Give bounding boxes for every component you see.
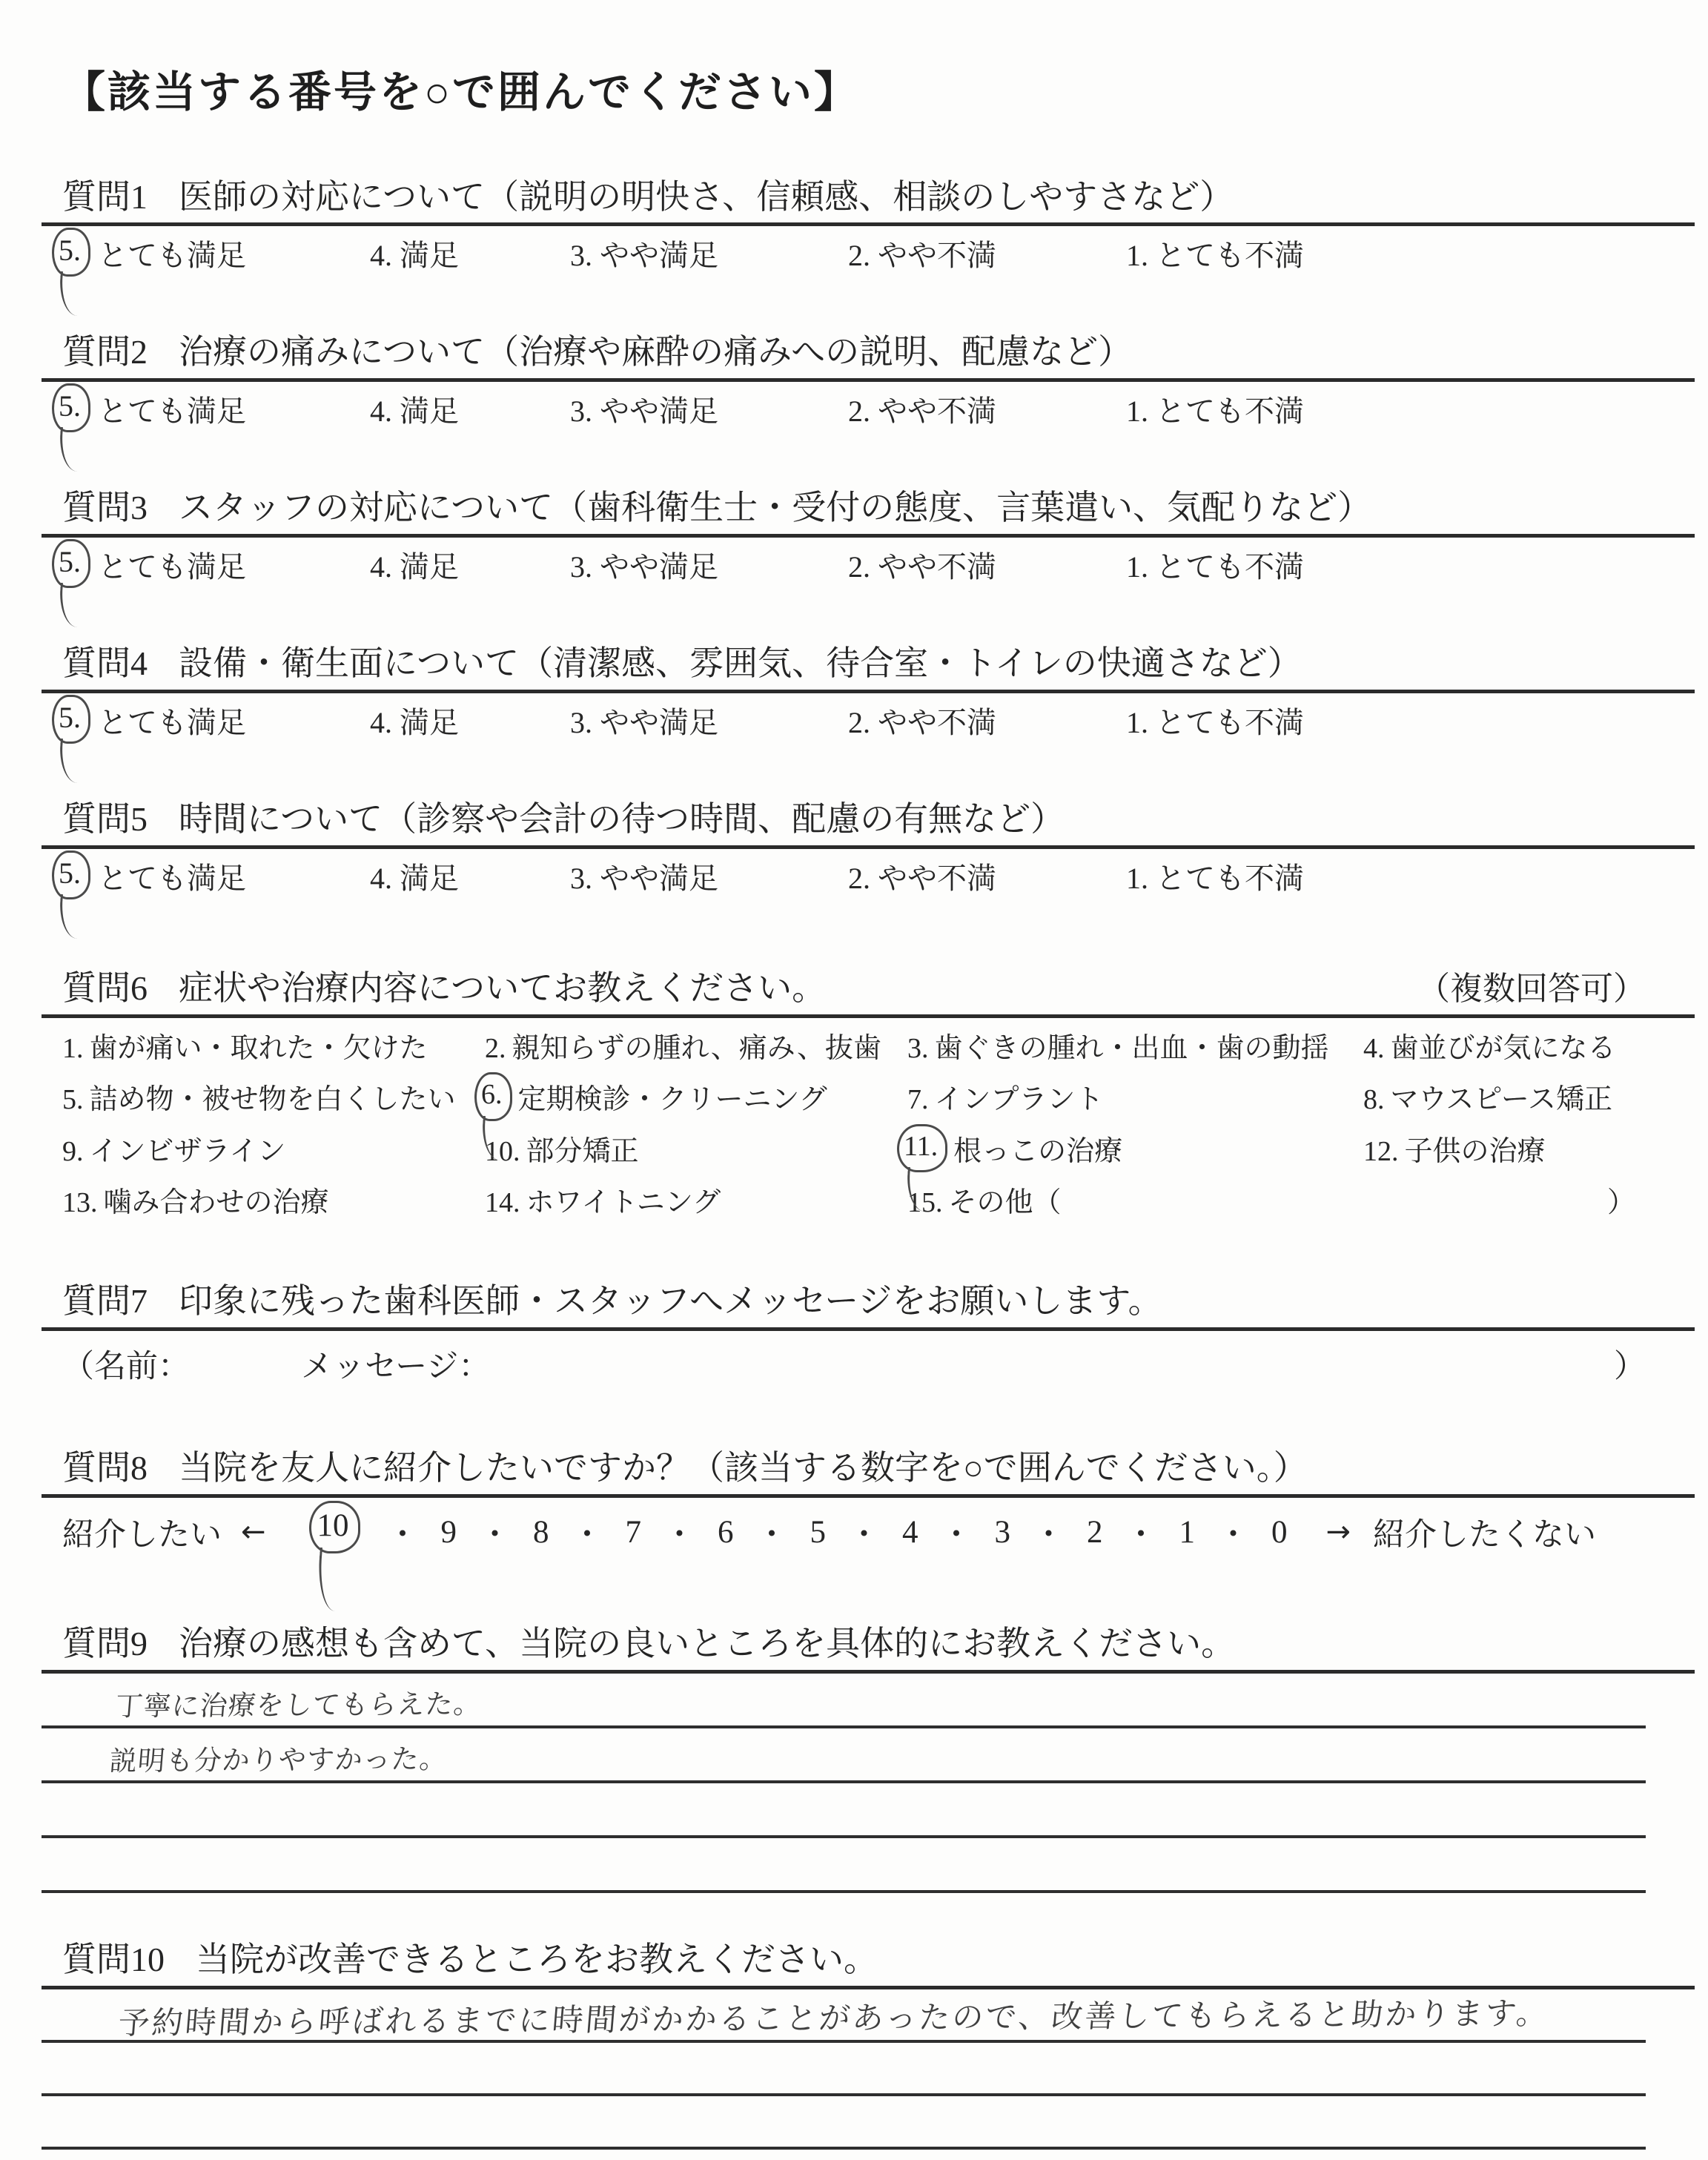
scale-right-label: 紹介したくない [1373, 1517, 1597, 1553]
recommend-scale-row [62, 1498, 1646, 1555]
option-label: やや満足 [600, 862, 718, 896]
option-number: 1. [1126, 706, 1148, 740]
option-label: とても不満 [1156, 862, 1304, 896]
selection-circle [474, 1072, 512, 1121]
question-label: 質問3 [62, 489, 148, 527]
rating-options-row [59, 226, 1646, 274]
scale-separator: ・ [755, 1517, 788, 1553]
question-text: 設備・衛生面について（清潔感、雰囲気、待合室・トイレの快適さなど） [179, 644, 1302, 683]
option-label: 満足 [400, 550, 459, 584]
option-number: 4. [370, 550, 392, 584]
option-label: インプラント [934, 1084, 1104, 1116]
answer-line [42, 1783, 1646, 1838]
symptom-option-4 [1363, 1031, 1646, 1067]
option-number: 13. [62, 1187, 98, 1219]
answer-line [42, 1838, 1646, 1893]
right-arrow-icon: → [1325, 1515, 1351, 1550]
rating-option-3 [570, 861, 848, 896]
option-label: 根っこの治療 [953, 1135, 1123, 1167]
question-text: 当院を友人に紹介したいですか？（該当する数字を○で囲んでください。） [179, 1448, 1308, 1487]
option-number: 2. [848, 239, 870, 273]
symptom-option-10 [485, 1135, 907, 1170]
scale-number-3: 3 [994, 1514, 1011, 1550]
option-label: とても不満 [1156, 706, 1304, 740]
question-label: 質問6 [62, 969, 148, 1008]
rating-option-4 [370, 238, 570, 274]
option-number: 1. [1126, 239, 1148, 273]
page-title: 【該当する番号を○で囲んでください】 [62, 68, 860, 116]
option-number: 10. [485, 1135, 520, 1167]
scale-number-7: 7 [625, 1514, 642, 1550]
option-number: 2. [848, 862, 870, 896]
rating-option-4 [370, 549, 570, 585]
option-label: 歯ぐきの腫れ・出血・歯の動揺 [934, 1032, 1329, 1064]
question-2-heading [62, 333, 1646, 372]
rating-option-5 [59, 389, 370, 429]
option-number: 4. [370, 862, 392, 896]
scale-number-4: 4 [902, 1514, 918, 1550]
handwritten-answer: 丁寧に治療をしてもらえた。 [113, 1687, 483, 1723]
option-number: 2. [848, 550, 870, 584]
option-number: 5. [62, 1084, 84, 1116]
name-field-label: （名前： [62, 1349, 190, 1384]
scale-number-0: 0 [1271, 1514, 1288, 1550]
rating-options-row [59, 382, 1646, 429]
answer-line [42, 1674, 1646, 1728]
symptom-option-13 [62, 1186, 485, 1221]
question-5-heading [62, 800, 1646, 839]
multiple-answers-note: （複数回答可） [1417, 971, 1646, 1008]
scale-separator: ・ [571, 1517, 603, 1553]
option-label: 歯並びが気になる [1390, 1032, 1616, 1064]
rating-option-1 [1126, 238, 1304, 274]
selection-circle [52, 695, 90, 744]
question-9-heading [62, 1625, 1646, 1664]
option-label: とても満足 [98, 239, 246, 273]
question-10 [62, 1941, 1646, 2160]
question-text: 治療の感想も含めて、当院の良いところを具体的にお教えください。 [179, 1624, 1236, 1662]
scale-number-8: 8 [533, 1514, 549, 1550]
symptom-option-11 [904, 1130, 1363, 1170]
option-label: 満足 [400, 706, 459, 740]
option-number: 4. [370, 239, 392, 273]
option-number: 14. [485, 1187, 520, 1219]
rating-option-3 [570, 394, 848, 429]
option-number: 2. [848, 706, 870, 740]
option-number: 7. [907, 1084, 929, 1116]
symptom-option-3 [907, 1031, 1363, 1067]
option-number: 15. [907, 1187, 943, 1219]
question-8 [62, 1449, 1646, 1555]
other-close-paren: ） [1606, 1187, 1635, 1219]
option-number: 5. [59, 701, 81, 735]
question-3 [59, 489, 1646, 585]
question-label: 質問2 [62, 333, 148, 371]
option-number: 1. [1126, 394, 1148, 429]
scale-number-6: 6 [718, 1514, 734, 1550]
rating-options-row [59, 693, 1646, 741]
scale-number-9: 9 [440, 1514, 457, 1550]
question-text: 当院が改善できるところをお教えください。 [196, 1940, 878, 1978]
question-text: 治療の痛みについて（治療や麻酔の痛みへの説明、配慮など） [179, 333, 1133, 371]
question-text: スタッフの対応について（歯科衛生士・受付の態度、言葉遣い、気配りなど） [179, 489, 1372, 527]
answer-line [42, 1728, 1646, 1783]
question-label: 質問8 [62, 1448, 148, 1487]
option-number: 3. [907, 1032, 929, 1064]
question-6 [62, 969, 1646, 1221]
option-label: やや不満 [878, 394, 996, 429]
option-number: 1. [1126, 550, 1148, 584]
scale-left-label: 紹介したい [62, 1517, 222, 1553]
option-label: 歯が痛い・取れた・欠けた [89, 1032, 428, 1064]
option-label: 噛み合わせの治療 [103, 1187, 329, 1219]
rating-option-3 [570, 705, 848, 741]
answer-line [42, 2150, 1646, 2160]
question-1-heading [62, 178, 1646, 217]
close-paren: ） [1614, 1349, 1646, 1384]
symptom-option-14 [485, 1186, 907, 1221]
question-label: 質問4 [62, 644, 148, 683]
scale-separator: ・ [1033, 1517, 1065, 1553]
rating-option-4 [370, 861, 570, 896]
option-label: やや不満 [878, 239, 996, 273]
question-4-heading [62, 644, 1646, 684]
rating-option-2 [848, 705, 1126, 741]
option-number: 5. [59, 389, 81, 423]
option-number: 4. [370, 706, 392, 740]
option-label: やや満足 [600, 706, 718, 740]
question-7-heading [62, 1282, 1646, 1321]
scale-number-10: 10 [317, 1507, 349, 1543]
rating-option-1 [1126, 394, 1304, 429]
option-number: 3. [570, 706, 592, 740]
option-number: 3. [570, 550, 592, 584]
question-label: 質問10 [62, 1940, 165, 1978]
question-1 [59, 177, 1646, 274]
question-3-heading [62, 489, 1646, 528]
option-label: マウスピース矯正 [1390, 1084, 1612, 1116]
rating-options-row [59, 849, 1646, 896]
selection-circle [309, 1501, 360, 1553]
option-label: やや満足 [600, 239, 718, 273]
option-label: インビザライン [89, 1135, 286, 1167]
rating-option-2 [848, 394, 1126, 429]
option-label: やや不満 [878, 706, 996, 740]
selection-circle [52, 228, 90, 277]
question-label: 質問9 [62, 1624, 148, 1662]
option-label: やや不満 [878, 862, 996, 896]
question-text: 印象に残った歯科医師・スタッフへメッセージをお願いします。 [179, 1281, 1162, 1320]
left-arrow-icon: ← [241, 1515, 266, 1550]
option-label: ホワイトニング [526, 1187, 721, 1219]
option-number: 3. [570, 862, 592, 896]
option-label: 部分矯正 [526, 1135, 639, 1167]
selection-circle [897, 1124, 947, 1173]
symptom-option-2 [485, 1031, 907, 1067]
option-label: とても満足 [98, 550, 246, 584]
question-label: 質問5 [62, 800, 148, 839]
option-number: 2. [485, 1032, 506, 1064]
rating-options-row [59, 538, 1646, 585]
option-label: 満足 [400, 239, 459, 273]
question-label: 質問1 [62, 177, 148, 216]
rating-option-3 [570, 238, 848, 274]
symptom-options-grid [62, 1018, 1646, 1221]
option-label: 定期検診・クリーニング [517, 1084, 827, 1116]
option-label: とても満足 [98, 706, 246, 740]
rating-option-5 [59, 856, 370, 896]
question-9 [62, 1625, 1646, 1893]
option-label: とても満足 [98, 394, 246, 429]
rating-option-2 [848, 238, 1126, 274]
rating-option-1 [1126, 549, 1304, 585]
question-label: 質問7 [62, 1281, 148, 1320]
rating-option-2 [848, 861, 1126, 896]
option-label: やや満足 [600, 394, 718, 429]
scale-separator: ・ [848, 1517, 881, 1553]
symptom-option-1 [62, 1031, 485, 1067]
symptom-option-7 [907, 1083, 1363, 1118]
option-number: 5. [59, 856, 81, 891]
option-label: やや満足 [600, 550, 718, 584]
symptom-option-15-other [907, 1186, 1363, 1221]
option-number: 3. [570, 239, 592, 273]
option-number: 1. [62, 1032, 84, 1064]
question-7 [62, 1282, 1646, 1387]
rating-option-5 [59, 545, 370, 585]
question-text: 時間について（診察や会計の待つ時間、配慮の有無など） [179, 800, 1065, 839]
symptom-option-9 [62, 1135, 485, 1170]
scale-separator: ・ [663, 1517, 696, 1553]
scale-separator: ・ [386, 1517, 419, 1553]
answer-line [42, 2043, 1646, 2096]
symptom-option-6 [481, 1079, 907, 1118]
scale-separator: ・ [1217, 1517, 1250, 1553]
rating-option-2 [848, 549, 1126, 585]
option-label: 満足 [400, 862, 459, 896]
option-number: 5. [59, 545, 81, 579]
rating-option-1 [1126, 705, 1304, 741]
option-label: とても不満 [1156, 394, 1304, 429]
scale-number-5: 5 [810, 1514, 827, 1550]
option-label: とても不満 [1156, 239, 1304, 273]
option-number: 3. [570, 394, 592, 429]
message-field-label: メッセージ： [301, 1349, 491, 1384]
option-number: 5. [59, 234, 81, 268]
question-6-heading [62, 969, 1646, 1008]
option-number: 2. [848, 394, 870, 429]
handwritten-answer: 説明も分かりやすかった。 [107, 1743, 449, 1777]
answer-line [42, 1989, 1646, 2043]
question-4 [59, 644, 1646, 741]
option-number: 11. [904, 1130, 939, 1162]
recommend-scale [317, 1507, 1288, 1555]
symptom-option-12 [1363, 1135, 1646, 1170]
scale-separator: ・ [479, 1517, 512, 1553]
question-8-heading [62, 1449, 1646, 1488]
scale-number-2: 2 [1087, 1514, 1103, 1550]
option-label: 子供の治療 [1404, 1135, 1546, 1167]
question-5 [59, 800, 1646, 896]
answer-line [42, 2096, 1646, 2150]
option-label: 親知らずの腫れ、痛み、抜歯 [512, 1032, 882, 1064]
option-label: やや不満 [878, 550, 996, 584]
question-text: 医師の対応について（説明の明快さ、信頼感、相談のしやすさなど） [179, 177, 1234, 216]
question-2 [59, 333, 1646, 429]
question-10-heading [62, 1941, 1646, 1980]
rating-option-5 [59, 234, 370, 274]
scale-separator: ・ [940, 1517, 973, 1553]
symptom-option-5 [62, 1083, 485, 1118]
rating-option-1 [1126, 861, 1304, 896]
option-number: 6. [481, 1079, 503, 1111]
option-number: 1. [1126, 862, 1148, 896]
option-label: その他（ [948, 1187, 1062, 1219]
option-label: とても満足 [98, 862, 246, 896]
selection-circle [52, 383, 90, 432]
option-number: 4. [1363, 1032, 1385, 1064]
handwritten-answer: 予約時間から呼ばれるまでに時間がかかることがあったので、改善してもらえると助かります。 [116, 1994, 1552, 2041]
option-number: 9. [62, 1135, 84, 1167]
selection-circle [52, 851, 90, 899]
option-number: 12. [1363, 1135, 1399, 1167]
question-text: 症状や治療内容についてお教えください。 [179, 969, 827, 1008]
option-label: 詰め物・被せ物を白くしたい [89, 1084, 456, 1116]
rating-option-4 [370, 394, 570, 429]
name-message-row [62, 1331, 1646, 1387]
option-label: とても不満 [1156, 550, 1304, 584]
scale-separator: ・ [1125, 1517, 1157, 1553]
rating-option-4 [370, 705, 570, 741]
symptom-option-8 [1363, 1083, 1646, 1118]
rating-option-5 [59, 701, 370, 741]
option-number: 8. [1363, 1084, 1385, 1116]
rating-option-3 [570, 549, 848, 585]
selection-circle [52, 539, 90, 588]
option-label: 満足 [400, 394, 459, 429]
option-number: 4. [370, 394, 392, 429]
scale-number-1: 1 [1179, 1514, 1196, 1550]
